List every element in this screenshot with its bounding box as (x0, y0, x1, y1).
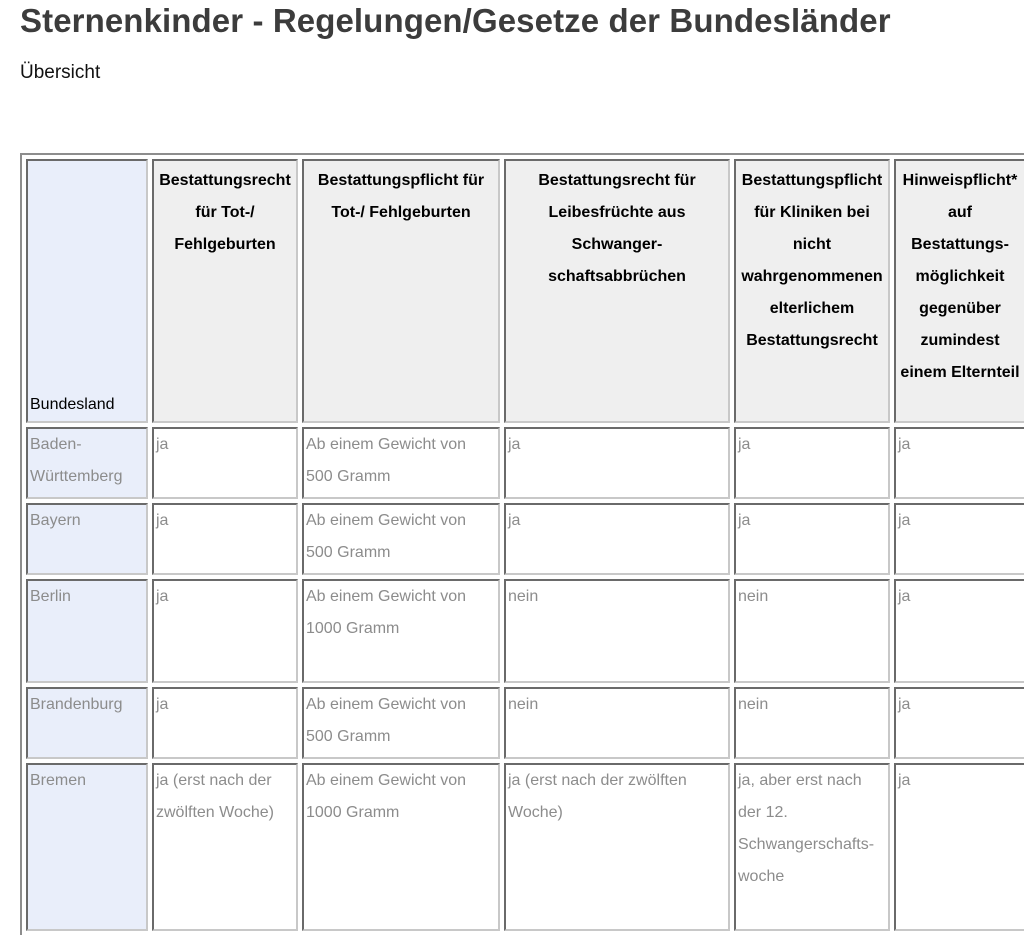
cell-kliniken: ja (734, 427, 890, 499)
cell-bestattungsrecht: ja (152, 503, 298, 575)
table-row (26, 763, 1024, 931)
page-subtitle: Übersicht (20, 62, 101, 83)
table-header-row (26, 159, 1024, 423)
cell-hinweispflicht: ja (894, 503, 1024, 575)
table-container (20, 153, 1024, 937)
cell-schwangerschaftsabbruch: ja (erst nach der zwölften Woche) (504, 763, 730, 931)
cell-schwangerschaftsabbruch: nein (504, 579, 730, 683)
table-row (26, 579, 1024, 683)
column-header-bundesland: Bundesland (26, 159, 148, 423)
cell-bestattungspflicht: Ab einem Gewicht von 500 Gramm (302, 687, 500, 759)
table-row (26, 687, 1024, 759)
cell-kliniken: nein (734, 687, 890, 759)
cell-bundesland: Berlin (26, 579, 148, 683)
cell-schwangerschaftsabbruch: nein (504, 687, 730, 759)
cell-kliniken: ja (734, 503, 890, 575)
column-header-schwangerschaftsabbruch: Bestattungsrecht für Leibesfrüchte aus Schwanger-schaftsabbrüchen (504, 159, 730, 423)
page-title: Sternenkinder - Regelungen/Gesetze der Bundesländer (20, 2, 891, 39)
cell-bestattungspflicht: Ab einem Gewicht von 1000 Gramm (302, 579, 500, 683)
table-row (26, 427, 1024, 499)
cell-bestattungsrecht: ja (152, 579, 298, 683)
cell-bestattungsrecht: ja (152, 687, 298, 759)
column-header-bestattungspflicht: Bestattungspflicht für Tot-/ Fehlgeburten (302, 159, 500, 423)
cell-bestattungsrecht: ja (152, 427, 298, 499)
cell-schwangerschaftsabbruch: ja (504, 427, 730, 499)
regulations-table (20, 153, 1024, 935)
cell-hinweispflicht: ja (894, 427, 1024, 499)
cell-bundesland: Baden-Württemberg (26, 427, 148, 499)
cell-bestattungspflicht: Ab einem Gewicht von 1000 Gramm (302, 763, 500, 931)
cell-hinweispflicht: ja (894, 579, 1024, 683)
cell-kliniken: nein (734, 579, 890, 683)
cell-bundesland: Bremen (26, 763, 148, 931)
cell-schwangerschaftsabbruch: ja (504, 503, 730, 575)
cell-bestattungsrecht: ja (erst nach der zwölften Woche) (152, 763, 298, 931)
cell-hinweispflicht: ja (894, 687, 1024, 759)
cell-bestattungspflicht: Ab einem Gewicht von 500 Gramm (302, 427, 500, 499)
cell-bundesland: Brandenburg (26, 687, 148, 759)
table-row (26, 503, 1024, 575)
cell-bundesland: Bayern (26, 503, 148, 575)
cell-bestattungspflicht: Ab einem Gewicht von 500 Gramm (302, 503, 500, 575)
cell-kliniken: ja, aber erst nach der 12. Schwangerschafts-woche (734, 763, 890, 931)
column-header-hinweispflicht: Hinweispflicht* auf Bestattungs-möglichkeit gegenüber zumindest einem Elternteil (894, 159, 1024, 423)
cell-hinweispflicht: ja (894, 763, 1024, 931)
column-header-kliniken: Bestattungspflicht für Kliniken bei nicht wahrgenommenen elterlichem Bestattungsrecht (734, 159, 890, 423)
column-header-bestattungsrecht: Bestattungsrecht für Tot-/ Fehlgeburten (152, 159, 298, 423)
